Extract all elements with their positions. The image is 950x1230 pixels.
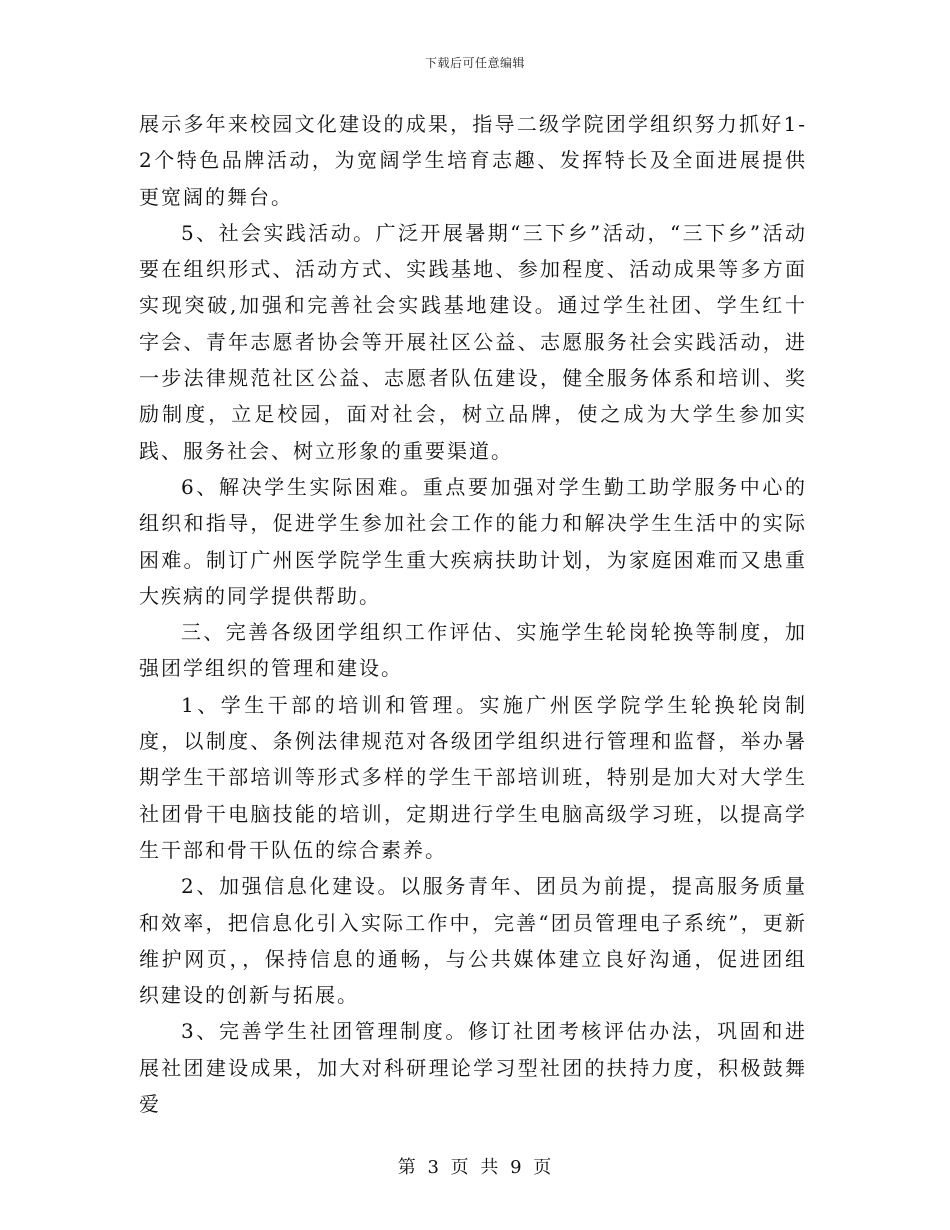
- paragraph-student-difficulties: 6、解决学生实际困难。重点要加强对学生勤工助学服务中心的组织和指导，促进学生参加社会工作的能力和解决学生生活中的实际困难。制订广州医学院学生重大疾病扶助计划，为家庭困难而又患重大疾病的同学提供帮助。: [139, 474, 807, 608]
- document-body: [139, 106, 807, 1122]
- paragraph-section-three-heading: 三、完善各级团学组织工作评估、实施学生轮岗轮换等制度，加强团学组织的管理和建设。: [139, 620, 807, 681]
- page-number: 第 3 页 共 9 页: [397, 1157, 553, 1178]
- paragraph-cadre-training: 1、学生干部的培训和管理。实施广州医学院学生轮换轮岗制度，以制度、条例法律规范对各级团学组织进行管理和监督，举办暑期学生干部培训等形式多样的学生干部培训班，特别是加大对大学生社团骨干电脑技能的培训，定期进行学生电脑高级学习班，以提高学生干部和骨干队伍的综合素养。: [139, 692, 807, 862]
- paragraph-informatization: 2、加强信息化建设。以服务青年、团员为前提，提高服务质量和效率，把信息化引入实际工作中，完善“团员管理电子系统”，更新维护网页，，保持信息的通畅，与公共媒体建立良好沟通，促进团组织建设的创新与拓展。: [139, 874, 807, 1008]
- paragraph-club-management: 3、完善学生社团管理制度。修订社团考核评估办法，巩固和进展社团建设成果，加大对科研理论学习型社团的扶持力度，积极鼓舞爱: [139, 1019, 807, 1117]
- header-note: 下载后可任意编辑: [424, 56, 525, 70]
- paragraph-social-practice: 5、社会实践活动。广泛开展暑期“三下乡”活动，“三下乡”活动要在组织形式、活动方式、实践基地、参加程度、活动成果等多方面实现突破,加强和完善社会实践基地建设。通过学生社团、学生红十字会、青年志愿者协会等开展社区公益、志愿服务社会实践活动，进一步法律规范社区公益、志愿者队伍建设，健全服务体系和培训、奖励制度，立足校园，面对社会，树立品牌，使之成为大学生参加实践、服务社会、树立形象的重要渠道。: [139, 220, 807, 463]
- paragraph-continuation: 展示多年来校园文化建设的成果，指导二级学院团学组织努力抓好1-2个特色品牌活动，为宽阔学生培育志趣、发挥特长及全面进展提供更宽阔的舞台。: [139, 112, 807, 209]
